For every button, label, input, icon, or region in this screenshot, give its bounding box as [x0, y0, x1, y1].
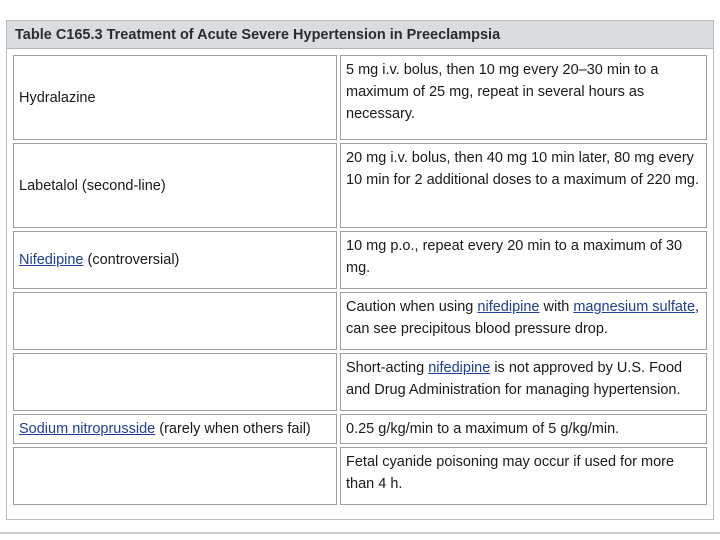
dose-cell: 0.25 g/kg/min to a maximum of 5 g/kg/min. [340, 414, 707, 444]
drug-cell: Hydralazine [13, 55, 337, 140]
table-row [13, 292, 707, 350]
note-cell: Fetal cyanide poisoning may occur if used for more than 4 h. [340, 447, 707, 505]
drug-cell: Labetalol (second-line) [13, 143, 337, 228]
table-row [13, 55, 707, 140]
note-text: is not approved by U.S. Food and Drug Administration for managing hypertension. [346, 360, 683, 398]
drug-cell [13, 231, 337, 289]
empty-cell [13, 447, 337, 505]
note-cell [340, 292, 707, 350]
dose-cell: 20 mg i.v. bolus, then 40 mg 10 min later, 80 mg every 10 min for 2 additional doses to a maximum of 220 mg. [340, 143, 707, 228]
nifedipine-link[interactable]: nifedipine [428, 360, 491, 376]
drug-note: (rarely when others fail) [155, 421, 311, 437]
table-row [13, 414, 707, 444]
divider [0, 532, 720, 534]
empty-cell [13, 292, 337, 350]
table-row [13, 231, 707, 289]
table-row [13, 447, 707, 505]
table-row [13, 353, 707, 411]
note-cell [340, 353, 707, 411]
table-frame [6, 20, 714, 520]
note-text: , can see precipitous blood pressure drop. [346, 299, 700, 337]
note-text: with [539, 299, 574, 315]
note-text: Short-acting [346, 360, 429, 376]
table-caption: Table C165.3 Treatment of Acute Severe Hypertension in Preeclampsia [7, 21, 713, 49]
nifedipine-link[interactable]: Nifedipine [19, 252, 84, 268]
dose-cell: 10 mg p.o., repeat every 20 min to a maximum of 30 mg. [340, 231, 707, 289]
empty-cell [13, 353, 337, 411]
drug-cell [13, 414, 337, 444]
dose-cell: 5 mg i.v. bolus, then 10 mg every 20–30 min to a maximum of 25 mg, repeat in several hours as necessary. [340, 55, 707, 140]
treatment-table [10, 52, 710, 508]
drug-note: (controversial) [83, 252, 180, 268]
nifedipine-link[interactable]: nifedipine [477, 299, 540, 315]
note-text: Caution when using [346, 299, 478, 315]
magnesium-sulfate-link[interactable]: magnesium sulfate [573, 299, 696, 315]
table-row [13, 143, 707, 228]
sodium-nitroprusside-link[interactable]: Sodium nitroprusside [19, 421, 156, 437]
